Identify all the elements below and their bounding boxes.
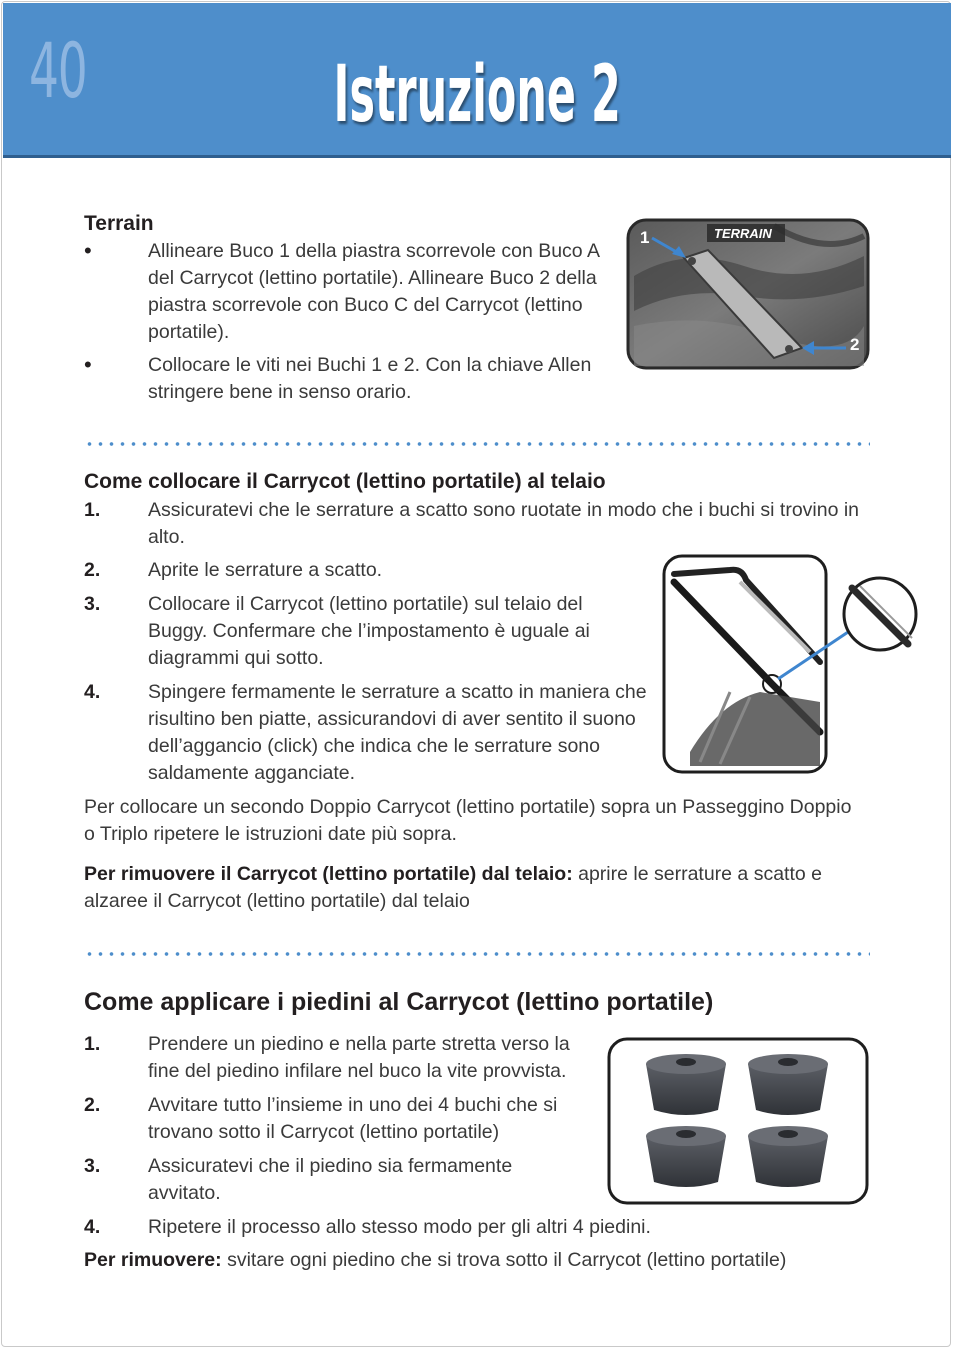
text-line: trovano sotto il Carrycot (lettino portatile): [148, 1121, 500, 1143]
text-line: diagrammi qui sotto.: [148, 647, 324, 669]
step-number: 3.: [84, 593, 101, 615]
step-number: 4.: [84, 681, 101, 703]
attach-remove-paragraph: [84, 861, 822, 915]
text-line: del Carrycot (lettino portatile). Allineare Buco 2 della: [148, 267, 597, 289]
terrain-heading: Terrain: [84, 212, 154, 235]
terrain-bullet-1: [148, 238, 600, 346]
text-line: portatile).: [148, 321, 230, 343]
attach-step-4: [148, 679, 647, 787]
feet-step-4: [148, 1214, 651, 1241]
text-line: Prendere un piedino e nella parte stretta verso la: [148, 1033, 570, 1055]
page-title-text: Istruzione 2: [333, 50, 621, 140]
page-number: 40: [29, 26, 87, 115]
text-line: Aprite le serrature a scatto.: [148, 559, 383, 581]
text-line: Collocare il Carrycot (lettino portatile) sul telaio del: [148, 593, 583, 615]
text-line: saldamente agganciate.: [148, 762, 356, 784]
foot-3: [646, 1126, 726, 1187]
text-line: Assicuratevi che le serrature a scatto sono ruotate in modo che i buchi si trovino in: [148, 499, 860, 521]
text-line: avvitato.: [148, 1182, 221, 1204]
foot-2: [748, 1054, 828, 1115]
attach-step-3: [148, 591, 590, 672]
remove-text: svitare ogni piedino che si trova sotto il Carrycot (lettino portatile): [221, 1249, 787, 1271]
text-line: piastra scorrevole con Buco C del Carrycot (lettino: [148, 294, 583, 316]
frame-diagram: [660, 552, 924, 778]
text-line: fine del piedino infilare nel buco la vite provvista.: [148, 1060, 567, 1082]
remove-label: Per rimuovere:: [84, 1249, 222, 1271]
text-line: Collocare le viti nei Buchi 1 e 2. Con la chiave Allen: [148, 354, 592, 376]
text-line: [84, 861, 822, 888]
step-number: 1.: [84, 499, 101, 521]
dotted-separator: [84, 442, 870, 446]
attach-note: [84, 794, 851, 848]
step-number: 1.: [84, 1033, 101, 1055]
marker-1: 1: [640, 228, 650, 247]
text-line: Avvitare tutto l’insieme in uno dei 4 buchi che si: [148, 1094, 558, 1116]
terrain-label: TERRAIN: [714, 226, 772, 241]
text-line: o Triplo ripetere le istruzioni date più sopra.: [84, 823, 457, 845]
feet-heading: Come applicare i piedini al Carrycot (lettino portatile): [84, 988, 714, 1016]
page-title: [0, 50, 954, 140]
text-line: Assicuratevi che il piedino sia fermamente: [148, 1155, 513, 1177]
step-number: 3.: [84, 1155, 101, 1177]
text-line: risultino ben piatte, assicurandovi di aver sentito il suono: [148, 708, 636, 730]
text-line: Per collocare un secondo Doppio Carrycot (lettino portatile) sopra un Passeggino Doppio: [84, 796, 852, 818]
terrain-photo: [624, 216, 872, 374]
bullet-dot: •: [84, 238, 92, 263]
step-number: 2.: [84, 1094, 101, 1116]
step-number: 4.: [84, 1216, 101, 1238]
marker-2: 2: [850, 335, 860, 354]
text-line: Allineare Buco 1 della piastra scorrevole con Buco A: [148, 240, 601, 262]
attach-heading: Come collocare il Carrycot (lettino portatile) al telaio: [84, 470, 606, 493]
text-line: stringere bene in senso orario.: [148, 381, 412, 403]
feet-step-3: [148, 1153, 512, 1207]
remove-label: Per rimuovere il Carrycot (lettino portatile) dal telaio:: [84, 863, 573, 885]
step-number: 2.: [84, 559, 101, 581]
text-line: alzaree il Carrycot (lettino portatile) dal telaio: [84, 890, 470, 912]
attach-step-2: [148, 557, 382, 584]
feet-step-1: [148, 1031, 570, 1085]
foot-1: [646, 1054, 726, 1115]
attach-step-1: [148, 497, 859, 551]
foot-4: [748, 1126, 828, 1187]
text-line: Spingere fermamente le serrature a scatto in maniera che: [148, 681, 647, 703]
feet-photo: [606, 1036, 872, 1208]
remove-text: aprire le serrature a scatto e: [572, 863, 822, 885]
text-line: Buggy. Confermare che l’impostamento è uguale ai: [148, 620, 590, 642]
text-line: dell’aggancio (click) che indica che le serrature sono: [148, 735, 600, 757]
terrain-bullet-2: [148, 352, 591, 406]
text-line: Ripetere il processo allo stesso modo per gli altri 4 piedini.: [148, 1216, 651, 1238]
bullet-dot: •: [84, 352, 92, 377]
feet-remove-paragraph: [84, 1247, 786, 1274]
text-line: alto.: [148, 526, 185, 548]
feet-step-2: [148, 1092, 557, 1146]
dotted-separator: [84, 952, 870, 956]
